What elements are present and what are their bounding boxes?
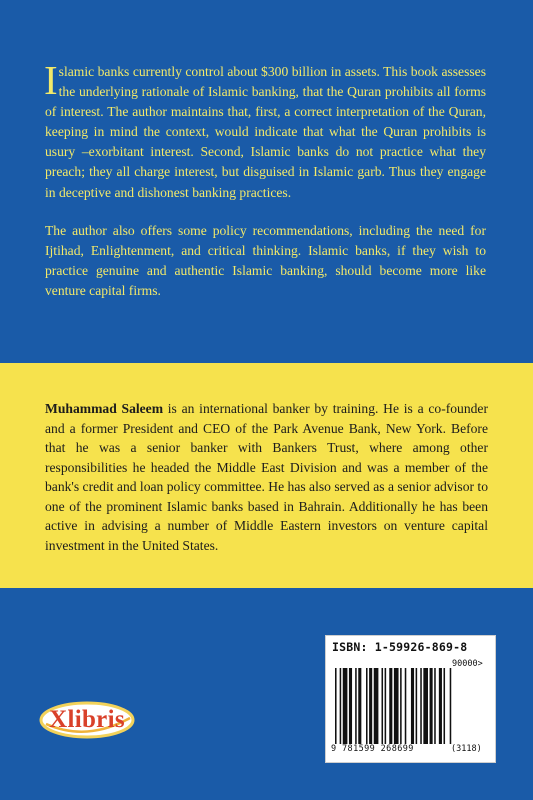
barcode-label <box>325 635 496 763</box>
author-bio-panel <box>0 363 533 588</box>
barcode-code: (3118) <box>451 744 482 754</box>
isbn-text: ISBN: 1-59926-869-8 <box>332 640 468 654</box>
author-name: Muhammad Saleem <box>45 401 164 416</box>
publisher-logo <box>38 698 136 742</box>
price-code: 90000> <box>452 659 483 669</box>
drop-cap: I <box>44 57 58 103</box>
author-bio-text: is an international banker by training. He is a co-founder and a former President and CEO of the Park Avenue Bank, New York. Before that he was a senior banker with Bankers Trust, where among other responsibilities he headed the Middle East Division and was a member of the bank's credit and loan policy committee. He has also served as a senior advisor to one of the prominent Islamic banks based in Bahrain. Additionally he has been active in advising a number of Middle Eastern investors on venture capital investment in the United States. <box>45 401 488 553</box>
blurb-paragraph-2: The author also offers some policy recommendations, including the need for Ijtihad, Enlightenment, and critical thinking. Islamic banks, if they wish to practice genuine and authentic Islamic banking, should become more like venture capital firms. <box>45 222 486 298</box>
barcode-icon <box>335 668 490 744</box>
publisher-logo-text: Xlibris <box>49 706 125 733</box>
bottom-panel <box>0 588 533 800</box>
blurb-panel <box>0 0 533 363</box>
author-bio <box>45 399 488 555</box>
blurb-paragraph-1-text: slamic banks currently control about $300 billion in assets. This book assesses the underlying rationale of Islamic banking, that the Quran prohibits all forms of interest. The author maintains that, first, a correct interpretation of the Quran, keeping in mind the context, would indicate that what the Quran prohibits is usury –exorbitant interest. Second, Islamic banks do not practice what they preach; they all charge interest, but disguised in Islamic garb. Thus they engage in deceptive and dishonest banking practices. <box>45 64 486 200</box>
blurb-paragraph-1 <box>44 57 486 203</box>
barcode-digits: 9 781599 268699 <box>331 744 414 754</box>
